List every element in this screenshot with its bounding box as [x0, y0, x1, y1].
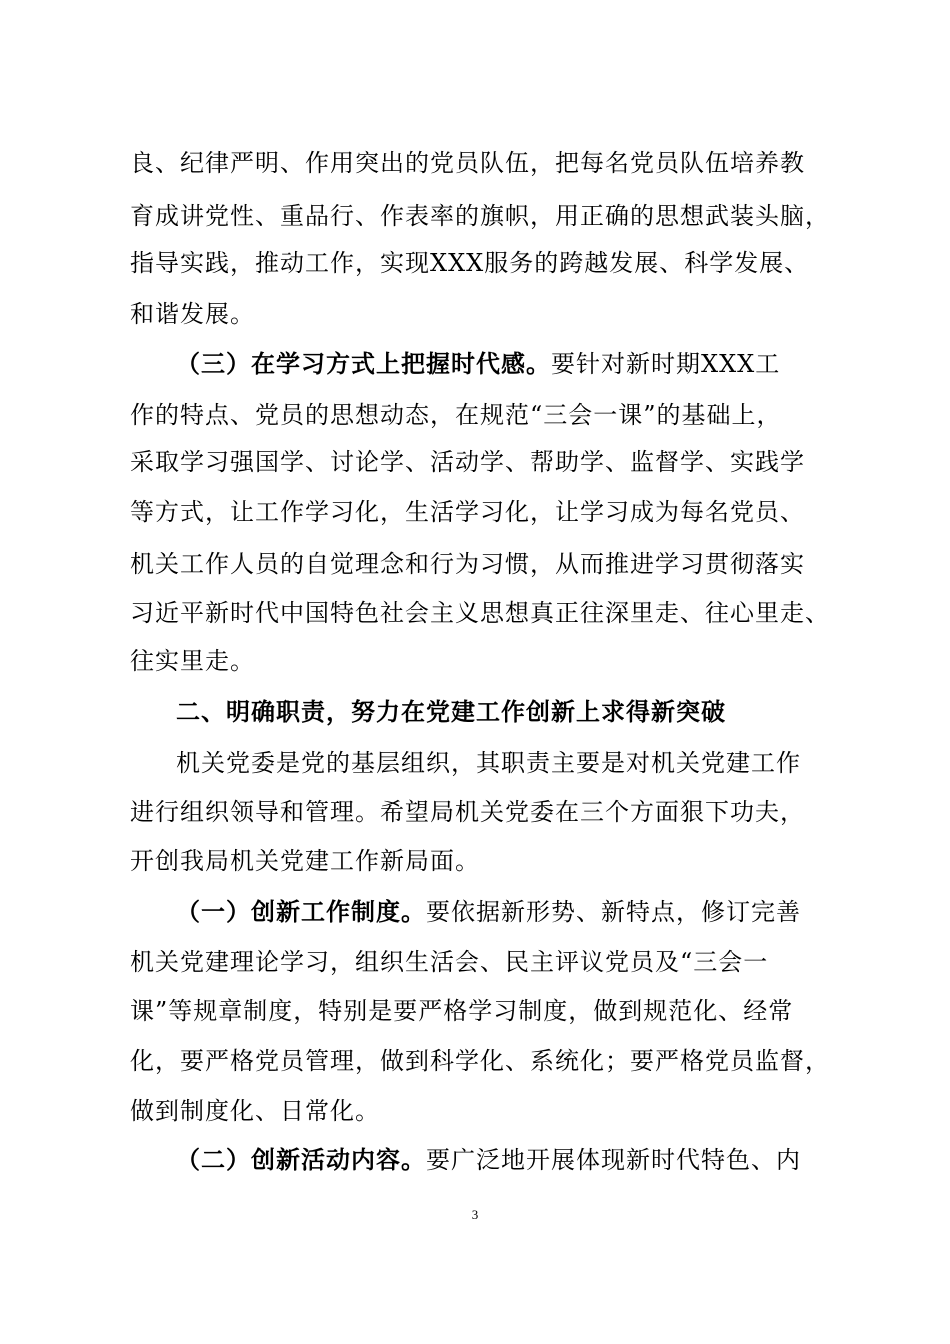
paragraph-text: 要针对新时期XXX工 — [551, 350, 781, 378]
paragraph-line: 做到制度化、日常化。 — [130, 1097, 380, 1125]
paragraph-line: 等方式，让工作学习化，生活学习化，让学习成为每名党员、 — [130, 498, 805, 526]
paragraph-text: 要依据新形势、新特点，修订完善 — [426, 898, 801, 926]
paragraph-line: 进行组织领导和管理。希望局机关党委在三个方面狠下功夫， — [130, 798, 805, 826]
paragraph-line: 良、纪律严明、作用突出的党员队伍，把每名党员队伍培养教 — [130, 149, 805, 177]
paragraph-line: 采取学习强国学、讨论学、活动学、帮助学、监督学、实践学 — [130, 448, 805, 476]
page-number: 3 — [471, 1207, 479, 1222]
section-heading: 二、明确职责，努力在党建工作创新上求得新突破 — [176, 698, 726, 726]
paragraph-line: 开创我局机关党建工作新局面。 — [130, 847, 480, 875]
paragraph-first-line — [176, 894, 840, 930]
paragraph-first-line — [176, 346, 840, 382]
paragraph-line: 机关党委是党的基层组织，其职责主要是对机关党建工作 — [176, 749, 801, 777]
paragraph-line: 指导实践，推动工作，实现XXX服务的跨越发展、科学发展、 — [130, 249, 810, 277]
paragraph-line: 机关党建理论学习，组织生活会、民主评议党员及“三会一 — [130, 948, 769, 976]
paragraph-line: 课”等规章制度，特别是要严格学习制度，做到规范化、经常 — [130, 997, 794, 1025]
subsection-heading: （二）创新活动内容。 — [176, 1146, 426, 1174]
subsection-heading: （三）在学习方式上把握时代感。 — [176, 350, 551, 378]
paragraph-line: 和谐发展。 — [130, 300, 255, 328]
paragraph-line: 机关工作人员的自觉理念和行为习惯，从而推进学习贯彻落实 — [130, 550, 805, 578]
paragraph-first-line — [176, 1142, 840, 1178]
paragraph-text: 要广泛地开展体现新时代特色、内 — [426, 1146, 801, 1174]
paragraph-line: 育成讲党性、重品行、作表率的旗帜，用正确的思想武装头脑， — [130, 202, 830, 230]
paragraph-line: 往实里走。 — [130, 647, 255, 675]
paragraph-line: 化，要严格党员管理，做到科学化、系统化；要严格党员监督， — [130, 1047, 830, 1075]
subsection-heading: （一）创新工作制度。 — [176, 898, 426, 926]
paragraph-line: 作的特点、党员的思想动态，在规范“三会一课”的基础上， — [130, 401, 782, 429]
paragraph-line: 习近平新时代中国特色社会主义思想真正往深里走、往心里走、 — [130, 599, 830, 627]
